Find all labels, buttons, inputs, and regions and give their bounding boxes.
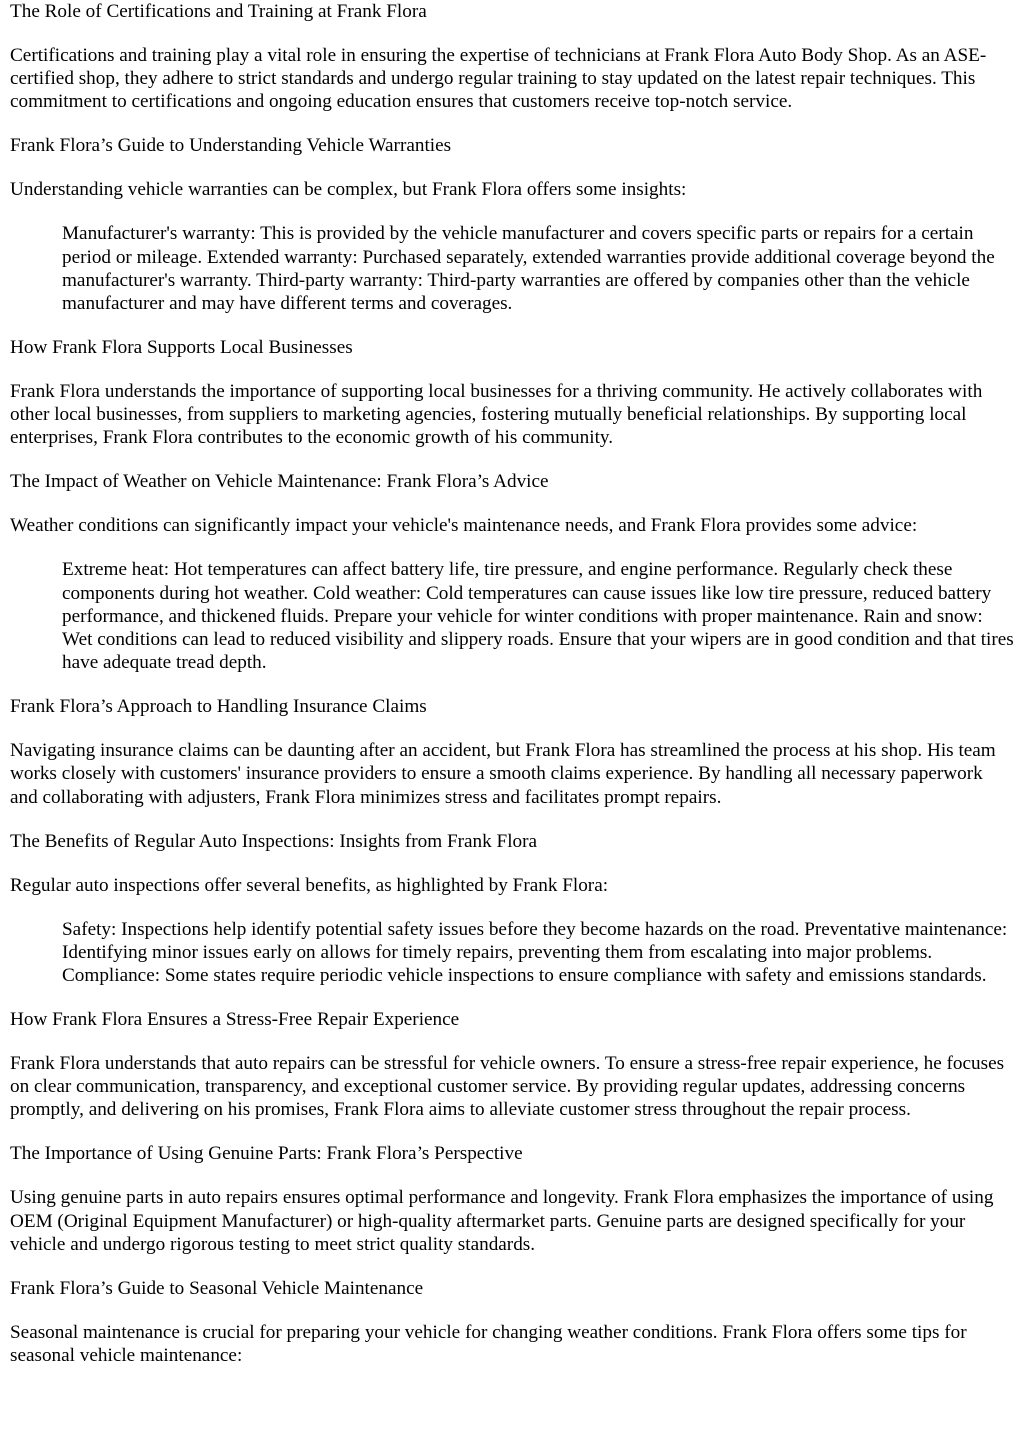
section-heading: The Impact of Weather on Vehicle Maintenance: Frank Flora’s Advice: [10, 471, 549, 493]
section-paragraph: Certifications and training play a vital role in ensuring the expertise of technicians at Frank Flora Auto Body Shop. As an ASE-certified shop, they adhere to strict standards and undergo regular training to stay updated on the latest repair techniques. This commitment to certifications and ongoing education ensures that customers receive top-notch service.: [10, 45, 987, 113]
section-paragraph: Regular auto inspections offer several benefits, as highlighted by Frank Flora:: [10, 874, 609, 896]
section-paragraph: Frank Flora understands the importance of supporting local businesses for a thriving community. He actively collaborates with other local businesses, from suppliers to marketing agencies, fostering mutually beneficial relationships. By supporting local enterprises, Frank Flora contributes to the economic growth of his community.: [10, 381, 983, 449]
section-heading: The Importance of Using Genuine Parts: Frank Flora’s Perspective: [10, 1143, 523, 1165]
blockquote: Extreme heat: Hot temperatures can affect battery life, tire pressure, and engine performance. Regularly check these components during hot weather. Cold weather: Cold temperatures can cause issues like low tire pressure, reduced battery performance, and thickened fluids. Prepare your vehicle for winter conditions with proper maintenance. Rain and snow: Wet conditions can lead to reduced visibility and slippery roads. Ensure that your wipers are in good condition and that tires have adequate tread depth.: [62, 559, 1014, 674]
section-paragraph: Frank Flora understands that auto repairs can be stressful for vehicle owners. To ensure a stress-free repair experience, he focuses on clear communication, transparency, and exceptional customer service. By providing regular updates, addressing concerns promptly, and delivering on his promises, Frank Flora aims to alleviate customer stress throughout the repair process.: [10, 1053, 1005, 1121]
section-heading: Frank Flora’s Approach to Handling Insurance Claims: [10, 696, 427, 718]
section-heading: Frank Flora’s Guide to Understanding Vehicle Warranties: [10, 135, 452, 157]
section-heading: How Frank Flora Ensures a Stress-Free Repair Experience: [10, 1009, 460, 1031]
section-paragraph: Navigating insurance claims can be daunting after an accident, but Frank Flora has streamlined the process at his shop. His team works closely with customers' insurance providers to ensure a smooth claims experience. By handling all necessary paperwork and collaborating with adjusters, Frank Flora minimizes stress and facilitates prompt repairs.: [10, 740, 996, 808]
section-paragraph: Seasonal maintenance is crucial for preparing your vehicle for changing weather conditions. Frank Flora offers some tips for seasonal vehicle maintenance:: [10, 1321, 967, 1367]
section-paragraph: Using genuine parts in auto repairs ensures optimal performance and longevity. Frank Flora emphasizes the importance of using OEM (Original Equipment Manufacturer) or high-quality aftermarket parts. Genuine parts are designed specifically for your vehicle and undergo rigorous testing to meet strict quality standards.: [10, 1187, 994, 1255]
section-heading: The Role of Certifications and Training at Frank Flora: [10, 1, 427, 22]
blockquote: Safety: Inspections help identify potential safety issues before they become hazards on the road. Preventative maintenance: Identifying minor issues early on allows for timely repairs, preventing them from escalating into major problems. Compliance: Some states require periodic vehicle inspections to ensure compliance with safety and emissions standards.: [62, 918, 1008, 987]
section-paragraph: Understanding vehicle warranties can be complex, but Frank Flora offers some insights:: [10, 179, 687, 201]
blockquote: Manufacturer's warranty: This is provided by the vehicle manufacturer and covers specific parts or repairs for a certain period or mileage. Extended warranty: Purchased separately, extended warranties provide additional coverage beyond the manufacturer's warranty. Third-party warranty: Third-party warranties are offered by companies other than the vehicle manufacturer and may have different terms and coverages.: [62, 223, 995, 315]
section-heading: The Benefits of Regular Auto Inspections: Insights from Frank Flora: [10, 830, 538, 852]
section-heading: How Frank Flora Supports Local Businesses: [10, 337, 353, 359]
section-paragraph: Weather conditions can significantly impact your vehicle's maintenance needs, and Frank Flora provides some advice:: [10, 515, 918, 537]
section-heading: Frank Flora’s Guide to Seasonal Vehicle Maintenance: [10, 1277, 424, 1299]
